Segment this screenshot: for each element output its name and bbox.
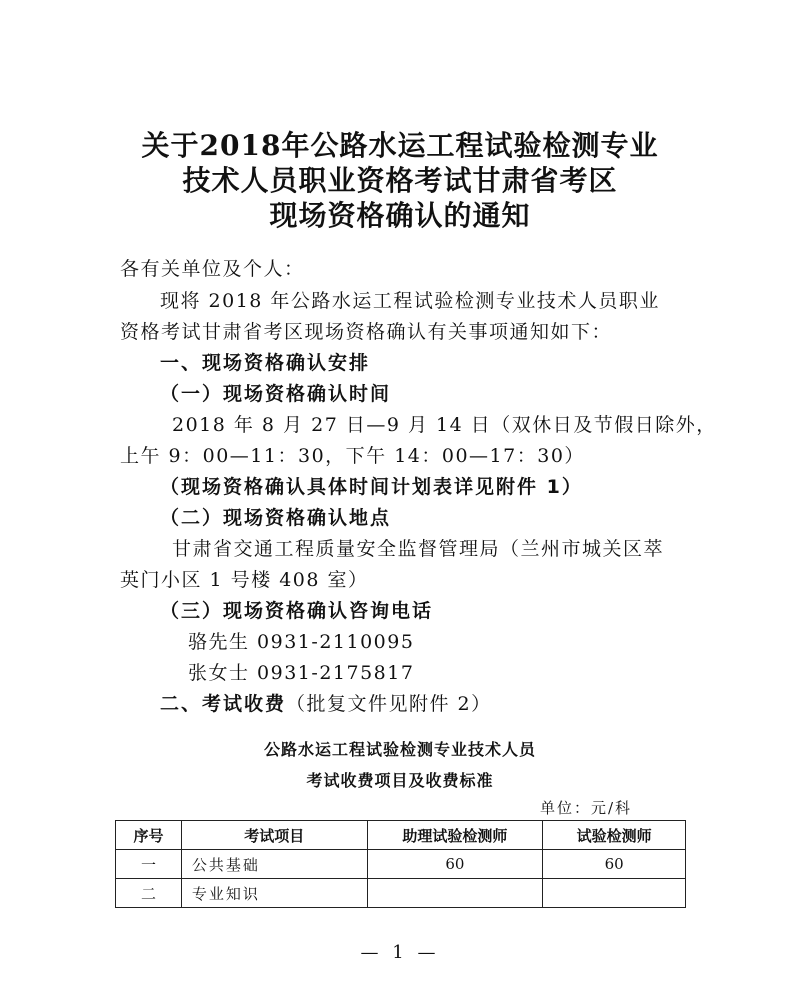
header-engineer: 试验检测师 [543, 821, 686, 850]
row-assistant-fee: 60 [367, 850, 543, 879]
notice-title-line-3: 现场资格确认的通知 [269, 199, 531, 232]
fee-table-title-line-1: 公路水运工程试验检测专业技术人员 [263, 740, 536, 759]
row-item: 专业知识 [181, 879, 367, 908]
fee-table [115, 820, 686, 908]
intro-line-1: 现将 2018 年公路水运工程试验检测专业技术人员职业 [160, 290, 660, 312]
row-assistant-fee [367, 879, 543, 908]
row-no: 一 [116, 850, 182, 879]
place-line-2: 英门小区 1 号楼 408 室） [120, 569, 369, 591]
notice-title-line-2: 技术人员职业资格考试甘肃省考区 [182, 164, 618, 197]
time-note: （现场资格确认具体时间计划表详见附件 1） [160, 476, 583, 498]
header-item: 考试项目 [181, 821, 367, 850]
place-line-1: 甘肃省交通工程质量安全监督管理局（兰州市城关区萃 [172, 538, 665, 560]
header-no: 序号 [116, 821, 182, 850]
subsection-2-heading: （二）现场资格确认地点 [160, 507, 392, 529]
section-2-note: （批复文件见附件 2） [286, 693, 492, 715]
section-2-line [160, 691, 492, 717]
header-assistant: 助理试验检测师 [367, 821, 543, 850]
subsection-3-heading: （三）现场资格确认咨询电话 [160, 600, 434, 622]
table-row [116, 850, 686, 879]
section-2-heading: 二、考试收费 [160, 693, 287, 715]
fee-table-title-line-2: 考试收费项目及收费标准 [306, 771, 494, 790]
page-number: — 1 — [360, 942, 440, 963]
row-engineer-fee [543, 879, 686, 908]
fee-table-header-row [116, 821, 686, 850]
fee-unit: 单位：元/科 [540, 799, 633, 817]
contact-luo: 骆先生 0931-2110095 [188, 631, 415, 653]
contact-zhang: 张女士 0931-2175817 [188, 662, 415, 684]
table-row [116, 879, 686, 908]
row-item: 公共基础 [181, 850, 367, 879]
time-line-2: 上午 9：00—11：30，下午 14：00—17：30） [120, 445, 585, 467]
notice-title-line-1: 关于2018年公路水运工程试验检测专业 [141, 129, 659, 162]
section-1-heading: 一、现场资格确认安排 [160, 352, 371, 374]
intro-line-2: 资格考试甘肃省考区现场资格确认有关事项通知如下： [120, 321, 613, 343]
time-line-1: 2018 年 8 月 27 日—9 月 14 日（双休日及节假日除外， [172, 414, 717, 436]
salutation: 各有关单位及个人： [120, 258, 305, 280]
row-engineer-fee: 60 [543, 850, 686, 879]
subsection-1-heading: （一）现场资格确认时间 [160, 383, 392, 405]
row-no: 二 [116, 879, 182, 908]
